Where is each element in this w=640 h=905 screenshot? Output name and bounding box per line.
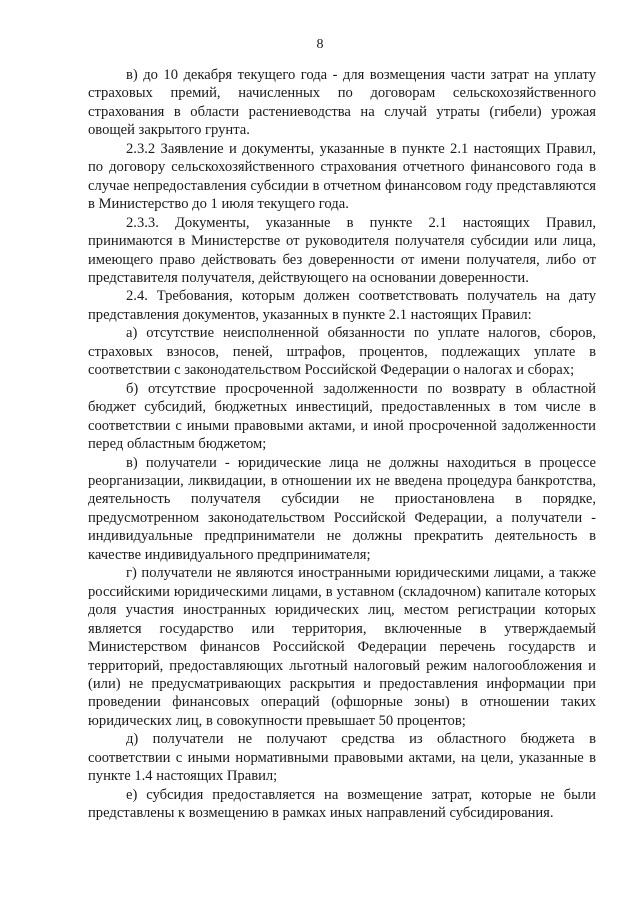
paragraph-2-4-e: е) субсидия предоставляется на возмещение затрат, которые не были представлены к возмещению в рамках иных направлений субсидирования. — [88, 786, 596, 822]
paragraph-2-4-d: д) получатели не получают средства из областного бюджета в соответствии с иными нормативными правовыми актами, на цели, указанные в пункте 1.4 настоящих Правил; — [88, 731, 596, 785]
document-body — [88, 66, 596, 823]
paragraph-2-4-b: б) отсутствие просроченной задолженности по возврату в областной бюджет субсидий, бюджетных инвестиций, предоставленных в том числе в соответствии с иными правовыми актами, и иной просроченной задолженности перед областным бюджетом; — [88, 380, 596, 453]
paragraph-2-4: 2.4. Требования, которым должен соответствовать получатель на дату представления документов, указанных в пункте 2.1 настоящих Правил: — [88, 288, 596, 323]
paragraph-2-4-a: а) отсутствие неисполненной обязанности по уплате налогов, сборов, страховых взносов, пеней, штрафов, процентов, подлежащих уплате в соответствии с законодательством Российской Федерации о налогах и сборах; — [88, 325, 596, 379]
paragraph-2-4-g: г) получатели не являются иностранными юридическими лицами, а также российскими юридическими лицами, в уставном (складочном) капитале которых доля участия иностранных юридических лиц, местом регистрации которых является государство или территория, включенные в утверждаемый Министерством финансов Российской Федерации перечень государств и территорий, предоставляющих льготный налоговый режим налогообложения и (или) не предусматривающих раскрытия и предоставления информации при проведении финансовых операций (офшорные зоны) в отношении таких юридических лиц, в совокупности превышает 50 процентов; — [88, 565, 596, 729]
paragraph-2-3-3: 2.3.3. Документы, указанные в пункте 2.1 настоящих Правил, принимаются в Министерстве от руководителя получателя субсидии или лица, имеющего право действовать без доверенности от имени получателя, либо от представителя получателя, действующего на основании доверенности. — [88, 214, 596, 286]
paragraph-2-3-2: 2.3.2 Заявление и документы, указанные в пункте 2.1 настоящих Правил, по договору сельскохозяйственного страхования отчетного финансового года в случае непредоставления субсидии в отчетном финансовом году представляются в Министерство до 1 июля текущего года. — [88, 140, 596, 213]
page-number: 8 — [316, 37, 324, 52]
paragraph-2-4-v: в) получатели - юридические лица не должны находиться в процессе реорганизации, ликвидации, в отношении их не введена процедура банкротства, деятельность получателя субсидии не приостановлена в порядке, предусмотренном законодательством Российской Федерации, а получатели - индивидуальные предприниматели не должны прекратить деятельность в качестве индивидуального предпринимателя; — [88, 454, 596, 563]
paragraph-2-3-1-v: в) до 10 декабря текущего года - для возмещения части затрат на уплату страховых премий, начисленных по договорам сельскохозяйственного страхования в области растениеводства на случай утраты (гибели) урожая овощей закрытого грунта. — [88, 67, 596, 139]
